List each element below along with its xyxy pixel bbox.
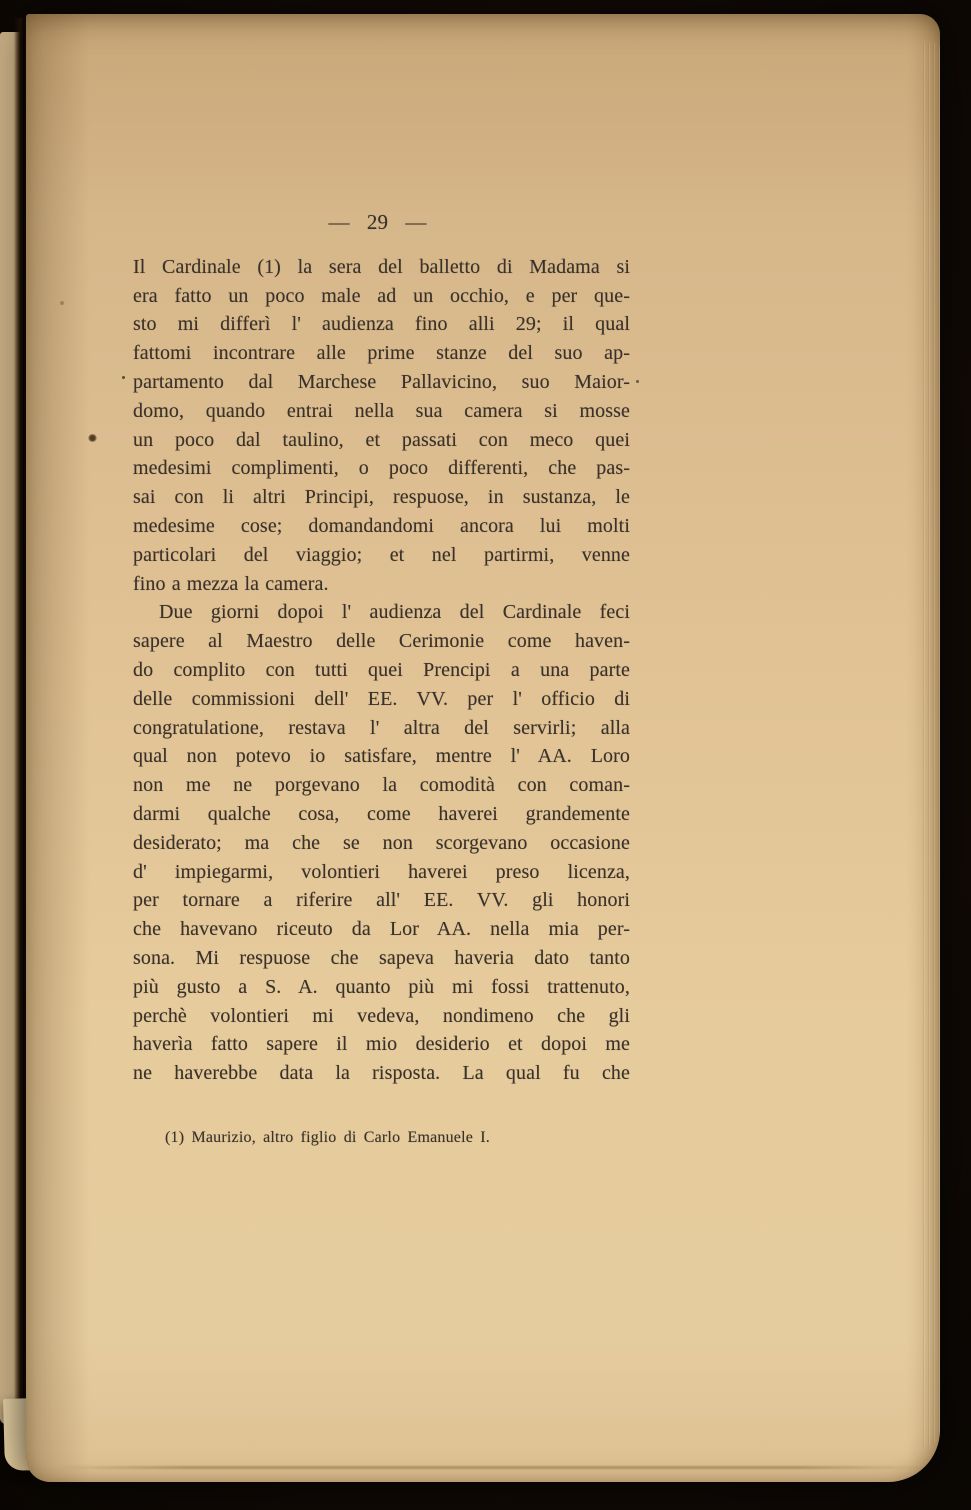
text-line: qual non potevo io satisfare, mentre l' AA. Loro [133,745,630,768]
text-line: fino a mezza la camera. [133,572,329,595]
text-line: medesime cose; domandandomi ancora lui molti [133,514,630,537]
text-line: sona. Mi respuose che sapeva haveria dato tanto [133,946,630,969]
book-page [26,14,940,1482]
text-line: darmi qualche cosa, come haverei grandemente [133,802,630,825]
paper-freckle [60,301,64,305]
body-text [133,253,630,1088]
text-line: per tornare a riferire all' EE. VV. gli honori [133,889,630,912]
text-line: do complito con tutti quei Prencipi a una parte [133,658,630,681]
text-line: partamento dal Marchese Pallavicino, suo Maior- [133,370,630,393]
text-line: sto mi differì l' audienza fino alli 29; il qual [133,313,630,336]
ink-speck [122,376,125,379]
text-line: fattomi incontrare alle prime stanze del suo ap- [133,342,630,365]
text-line: non me ne porgevano la comodità con coman- [133,774,630,797]
page-edge-stack [922,42,940,1448]
text-line: era fatto un poco male ad un occhio, e per que- [133,284,630,307]
text-line: perchè volontieri mi vedeva, nondimeno che gli [133,1004,630,1027]
paper-stain [88,434,97,442]
text-line: sai con li altri Principi, respuose, in sustanza, le [133,486,630,509]
text-line: Due giorni dopoi l' audienza del Cardinale feci [159,601,630,624]
page-number: — 29 — [328,210,427,234]
text-line: un poco dal taulino, et passati con meco quei [133,428,630,451]
text-line: haverìa fatto sapere il mio desiderio et dopoi me [133,1033,630,1056]
text-line: desiderato; ma che se non scorgevano occasione [133,831,630,854]
text-line: medesimi complimenti, o poco differenti, che pas- [133,457,630,480]
bottom-crease [58,1466,924,1469]
text-line: Il Cardinale (1) la sera del balletto di Madama si [133,255,630,278]
text-line: delle commissioni dell' EE. VV. per l' officio di [133,687,630,710]
text-line: più gusto a S. A. quanto più mi fossi trattenuto, [133,975,630,998]
text-line: che havevano riceuto da Lor AA. nella mia per- [133,918,630,941]
text-line: ne haverebbe data la risposta. La qual fu che [133,1062,630,1085]
footnote: (1) Maurizio, altro figlio di Carlo Emanuele I. [165,1128,490,1146]
text-line: domo, quando entrai nella sua camera si mosse [133,399,630,422]
text-line: d' impiegarmi, volontieri haverei preso licenza, [133,860,630,883]
text-line: particolari del viaggio; et nel partirmi, venne [133,543,630,566]
text-column [133,208,630,1148]
ink-speck [636,380,639,383]
text-line: congratulatione, restava l' altra del servirli; alla [133,716,630,739]
text-line: sapere al Maestro delle Cerimonie come haven- [133,630,630,653]
